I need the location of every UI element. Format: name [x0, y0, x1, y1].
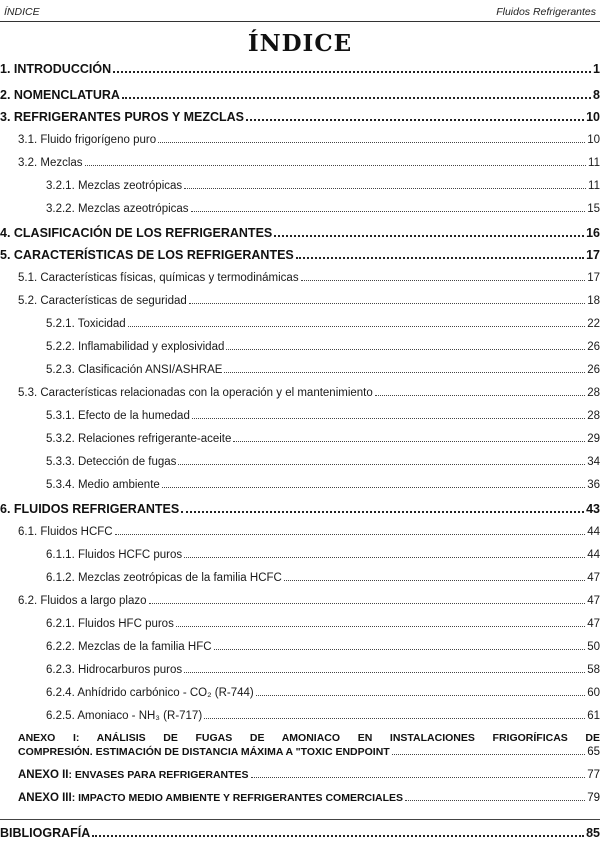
- dot-leader: [162, 487, 585, 488]
- toc-entry-label: 6.2.1. Fluidos HFC puros: [46, 618, 174, 630]
- dot-leader: [224, 372, 585, 373]
- toc-entry[interactable]: [0, 364, 600, 376]
- toc-entry-page: 16: [586, 226, 600, 240]
- toc-entry-label: 5.3.3. Detección de fugas: [46, 456, 177, 468]
- running-header: [4, 6, 596, 20]
- toc-entry-page: 26: [587, 341, 600, 353]
- toc-entry[interactable]: [0, 341, 600, 353]
- dot-leader: [274, 235, 584, 237]
- toc-entry-page: 60: [587, 687, 600, 699]
- toc-entry-label: 5.3.2. Relaciones refrigerante-aceite: [46, 433, 232, 445]
- toc-entry[interactable]: [0, 710, 600, 722]
- toc-entry[interactable]: [0, 618, 600, 630]
- toc-entry-label: 3.2. Mezclas: [18, 157, 83, 169]
- toc-entry-label: 6.2.5. Amoniaco - NH₃ (R-717): [46, 710, 203, 722]
- annex-2-text: : ENVASES PARA REFRIGERANTES: [68, 769, 249, 781]
- annex-2-page: 77: [587, 769, 600, 781]
- toc-entry-label: 3. REFRIGERANTES PUROS Y MEZCLAS: [0, 110, 245, 124]
- toc-entry-label: 5.1. Características físicas, químicas y termodinámicas: [18, 272, 299, 284]
- toc-entry-page: 29: [587, 433, 600, 445]
- dot-leader: [184, 557, 585, 558]
- dot-leader: [128, 326, 586, 327]
- toc-entry-label: 6.1.1. Fluidos HCFC puros: [46, 549, 183, 561]
- dot-leader: [158, 142, 585, 143]
- header-book-title: Fluidos Refrigerantes: [496, 6, 596, 18]
- annex-1-text-line1: : ANÁLISIS DE FUGAS DE AMONIACO EN INSTALACIONES FRIGORÍFICAS DE: [75, 732, 600, 744]
- toc-entry[interactable]: [0, 180, 600, 192]
- toc-entry-page: 44: [587, 526, 600, 538]
- dot-leader: [296, 257, 584, 259]
- dot-leader: [375, 395, 585, 396]
- toc-entry-label: 6.2. Fluidos a largo plazo: [18, 595, 147, 607]
- toc-entry-label: 6.1. Fluidos HCFC: [18, 526, 113, 538]
- toc-entry[interactable]: [0, 318, 600, 330]
- dot-leader: [92, 835, 584, 837]
- dot-leader: [122, 97, 591, 99]
- annex-2-entry[interactable]: [18, 769, 600, 781]
- dot-leader: [204, 718, 585, 719]
- toc-entry-page: 10: [587, 134, 600, 146]
- toc-entry[interactable]: [0, 502, 600, 516]
- toc-entry[interactable]: [0, 157, 600, 169]
- annex-3-text: : IMPACTO MEDIO AMBIENTE Y REFRIGERANTES COMERCIALES: [71, 792, 404, 804]
- toc-entry-page: 11: [588, 157, 600, 169]
- toc-entry[interactable]: [0, 387, 600, 399]
- toc-entry-label: 1. INTRODUCCIÓN: [0, 62, 112, 76]
- bibliography-label: BIBLIOGRAFÍA: [0, 826, 91, 840]
- toc-entry-page: 47: [587, 618, 600, 630]
- toc-entry[interactable]: [0, 248, 600, 262]
- toc-entry-label: 6.1.2. Mezclas zeotrópicas de la familia HCFC: [46, 572, 282, 584]
- dot-leader: [181, 511, 584, 513]
- annex-1-entry[interactable]: [18, 732, 600, 758]
- toc-entry[interactable]: [0, 572, 600, 584]
- toc-entry-label: 5.3.4. Medio ambiente: [46, 479, 160, 491]
- dot-leader: [189, 303, 585, 304]
- toc-entry-label: 5.2.2. Inflamabilidad y explosividad: [46, 341, 225, 353]
- toc-entry-page: 47: [587, 595, 600, 607]
- toc-entry-label: 6.2.4. Anhídrido carbónico - CO₂ (R-744): [46, 687, 254, 699]
- dot-leader: [85, 165, 586, 166]
- toc-entry[interactable]: [0, 134, 600, 146]
- toc-entry-page: 17: [586, 248, 600, 262]
- toc-entry-page: 36: [587, 479, 600, 491]
- toc-entry[interactable]: [0, 62, 600, 76]
- toc-entry[interactable]: [0, 433, 600, 445]
- toc-entry-page: 11: [588, 180, 600, 192]
- toc-entry[interactable]: [0, 549, 600, 561]
- toc-entry-page: 43: [586, 502, 600, 516]
- dot-leader: [226, 349, 585, 350]
- toc-entry[interactable]: [0, 88, 600, 102]
- dot-leader: [405, 800, 585, 801]
- dot-leader: [178, 464, 585, 465]
- toc-entry-label: 3.2.2. Mezclas azeotrópicas: [46, 203, 189, 215]
- dot-leader: [256, 695, 585, 696]
- annex-1-prefix: ANEXO I: [18, 732, 76, 744]
- toc-entry-label: 5. CARACTERÍSTICAS DE LOS REFRIGERANTES: [0, 248, 294, 262]
- dot-leader: [176, 626, 585, 627]
- toc-entry-label: 3.1. Fluido frigorígeno puro: [18, 134, 157, 146]
- dot-leader: [113, 71, 591, 73]
- dot-leader: [115, 534, 586, 535]
- toc-entry-label: 5.2.1. Toxicidad: [46, 318, 126, 330]
- toc-entry[interactable]: [0, 595, 600, 607]
- dot-leader: [214, 649, 586, 650]
- toc-entry-label: 6. FLUIDOS REFRIGERANTES: [0, 502, 180, 516]
- toc-entry-page: 28: [587, 410, 600, 422]
- toc-entry[interactable]: [0, 203, 600, 215]
- toc-entry-label: 6.2.3. Hidrocarburos puros: [46, 664, 183, 676]
- toc-entry-label: 5.3. Características relacionadas con la operación y el mantenimiento: [18, 387, 373, 399]
- toc-entry[interactable]: [0, 226, 600, 240]
- toc-entry[interactable]: [0, 479, 600, 491]
- dot-leader: [233, 441, 585, 442]
- toc-entry-page: 44: [587, 549, 600, 561]
- annex-1-line1: [18, 732, 600, 744]
- toc-entry[interactable]: [0, 410, 600, 422]
- toc-entry-page: 50: [587, 641, 600, 653]
- toc-entry-label: 3.2.1. Mezclas zeotrópicas: [46, 180, 183, 192]
- toc-entry[interactable]: [0, 526, 600, 538]
- dot-leader: [149, 603, 586, 604]
- toc-entry-page: 47: [587, 572, 600, 584]
- toc-entry[interactable]: [0, 641, 600, 653]
- dot-leader: [184, 188, 586, 189]
- dot-leader: [246, 119, 584, 121]
- toc-entry[interactable]: [0, 687, 600, 699]
- toc-entry[interactable]: [0, 272, 600, 284]
- toc-entry[interactable]: [0, 295, 600, 307]
- header-divider: [0, 21, 600, 22]
- annex-2-prefix: ANEXO II: [18, 769, 69, 781]
- toc-entry-page: 17: [587, 272, 600, 284]
- toc-entry-page: 26: [587, 364, 600, 376]
- toc-entry[interactable]: [0, 110, 600, 124]
- toc-entry-page: 15: [587, 203, 600, 215]
- toc-entry-page: 22: [587, 318, 600, 330]
- toc-entry-page: 58: [587, 664, 600, 676]
- annex-1-page: 65: [587, 746, 600, 758]
- toc-entry-page: 1: [593, 62, 600, 76]
- annex-3-prefix: ANEXO III: [18, 792, 72, 804]
- toc-entry[interactable]: [0, 664, 600, 676]
- toc-entry-label: 5.3.1. Efecto de la humedad: [46, 410, 190, 422]
- dot-leader: [301, 280, 586, 281]
- dot-leader: [392, 754, 585, 755]
- toc-entry-page: 10: [586, 110, 600, 124]
- annex-3-page: 79: [587, 792, 600, 804]
- bibliography-page: 85: [586, 826, 600, 840]
- toc-entry-page: 34: [587, 456, 600, 468]
- toc-entry-label: 5.2. Características de seguridad: [18, 295, 187, 307]
- header-section-title: ÍNDICE: [4, 6, 40, 18]
- dot-leader: [284, 580, 585, 581]
- annex-3-entry[interactable]: [18, 792, 600, 804]
- toc-entry-page: 18: [587, 295, 600, 307]
- dot-leader: [251, 777, 586, 778]
- toc-entry-label: 5.2.3. Clasificación ANSI/ASHRAE: [46, 364, 223, 376]
- bibliography-entry[interactable]: [0, 826, 600, 840]
- bibliography-divider: [0, 819, 600, 820]
- toc-entry-label: 4. CLASIFICACIÓN DE LOS REFRIGERANTES: [0, 226, 273, 240]
- toc-entry-page: 8: [593, 88, 600, 102]
- dot-leader: [192, 418, 585, 419]
- toc-entry-label: 6.2.2. Mezclas de la familia HFC: [46, 641, 212, 653]
- dot-leader: [191, 211, 586, 212]
- toc-entry-page: 28: [587, 387, 600, 399]
- toc-entry-label: 2. NOMENCLATURA: [0, 88, 120, 102]
- annex-1-text-line2: COMPRESIÓN. ESTIMACIÓN DE DISTANCIA MÁXIMA A "TOXIC ENDPOINT: [18, 746, 390, 758]
- page-title: ÍNDICE: [247, 30, 353, 57]
- toc-entry-page: 61: [587, 710, 600, 722]
- toc-entry[interactable]: [0, 456, 600, 468]
- dot-leader: [184, 672, 585, 673]
